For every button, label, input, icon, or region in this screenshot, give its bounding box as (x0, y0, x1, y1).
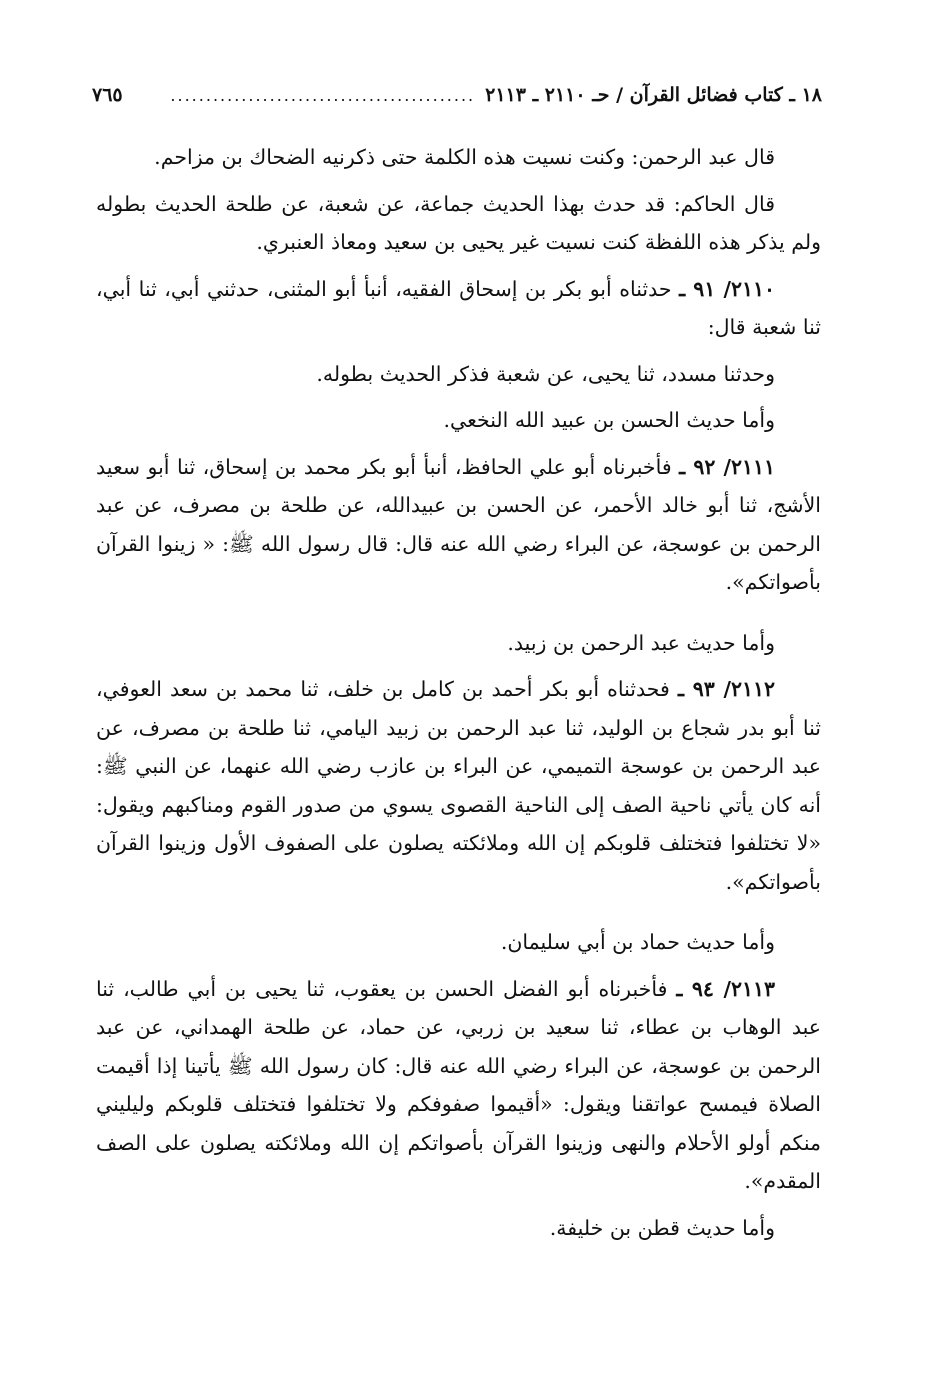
paragraph-text: وحدثنا مسدد، ثنا يحيى، عن شعبة فذكر الحديث بطوله. (316, 361, 775, 386)
paragraph-9 (96, 923, 821, 962)
paragraph-text: قال عبد الرحمن: وكنت نسيت هذه الكلمة حتى ذكرنيه الضحاك بن مزاحم. (154, 145, 775, 169)
paragraph-5 (96, 401, 821, 440)
page-number: ٧٦٥ (92, 84, 123, 106)
running-header (92, 84, 822, 124)
paragraph-7 (96, 624, 821, 663)
paragraph-text: فحدثناه أبو بكر أحمد بن كامل بن خلف، ثنا محمد بن سعد العوفي، ثنا أبو بدر شجاع بن الوليد، ثنا عبد الرحمن بن زبيد اليامي، ثنا طلحة بن مصرف، عن عبد الرحمن بن عوسجة التميمي، عن البراء بن عازب رضي الله عنهما، عن النبي ﷺ: أنه كان يأتي ناحية الصف إلى الناحية القصوى يسوي من صدور القوم ومناكبهم ويقول: «لا تختلفوا فتختلف قلوبكم إن الله وملائكته يصلون على الصفوف الأول وزينوا القرآن بأصواتكم». (96, 677, 821, 894)
paragraph-3 (96, 270, 821, 347)
hadith-number: ٢١١٠/ ٩١ ـ (679, 276, 775, 301)
hadith-number: ٢١١٣/ ٩٤ ـ (676, 976, 775, 1001)
paragraph-text: وأما حديث الحسن بن عبيد الله النخعي. (443, 408, 775, 432)
header-leader-dots: ........................................... (170, 86, 476, 105)
hadith-number: ٢١١١/ ٩٢ ـ (679, 454, 776, 479)
paragraph-2 (96, 185, 821, 262)
paragraph-text: فأخبرناه أبو علي الحافظ، أنبأ أبو بكر محمد بن إسحاق، ثنا أبو سعيد الأشج، ثنا أبو خالد الأحمر، عن الحسن بن عبيدالله، عن طلحة بن مصرف، عن عبد الرحمن بن عوسجة، عن البراء رضي الله عنه قال: قال رسول الله ﷺ: « زينوا القرآن بأصواتكم». (96, 454, 821, 594)
paragraph-text: وأما حديث عبد الرحمن بن زبيد. (507, 630, 775, 655)
header-title: ١٨ ـ كتاب فضائل القرآن / حـ ٢١١٠ ـ ٢١١٣ (485, 84, 822, 106)
paragraph-text: حدثناه أبو بكر بن إسحاق الفقيه، أنبأ أبو المثنى، حدثني أبي، ثنا أبي، ثنا شعبة قال: (96, 276, 821, 339)
paragraph-text: وأما حديث حماد بن أبي سليمان. (500, 930, 775, 954)
paragraph-10 (96, 970, 821, 1201)
hadith-number: ٢١١٢/ ٩٣ ـ (677, 677, 775, 701)
paragraph-8 (96, 670, 821, 901)
paragraph-text: قال الحاكم: قد حدث بهذا الحديث جماعة، عن شعبة، عن طلحة الحديث بطوله ولم يذكر هذه اللفظة كنت نسيت غير يحيى بن سعيد ومعاذ العنبري. (96, 191, 821, 254)
paragraph-1 (96, 138, 821, 177)
paragraph-text: فأخبرناه أبو الفضل الحسن بن يعقوب، ثنا يحيى بن أبي طالب، ثنا عبد الوهاب بن عطاء، ثنا سعيد بن زربي، عن حماد، عن طلحة الهمداني، عن عبد الرحمن بن عوسجة، عن البراء رضي الله عنه قال: كان رسول الله ﷺ يأتينا إذا أقيمت الصلاة فيمسح عواتقنا ويقول: «أقيموا صفوفكم ولا تختلفوا فتختلف قلوبكم وليليني منكم أولو الأحلام والنهى وزينوا القرآن بأصواتكم إن الله وملائكته يصلون على الصف المقدم». (96, 976, 821, 1193)
paragraph-text: وأما حديث قطن بن خليفة. (549, 1215, 775, 1240)
paragraph-6 (96, 448, 821, 602)
paragraph-4 (96, 355, 821, 394)
paragraph-11 (96, 1209, 821, 1248)
page-body (96, 138, 821, 1255)
